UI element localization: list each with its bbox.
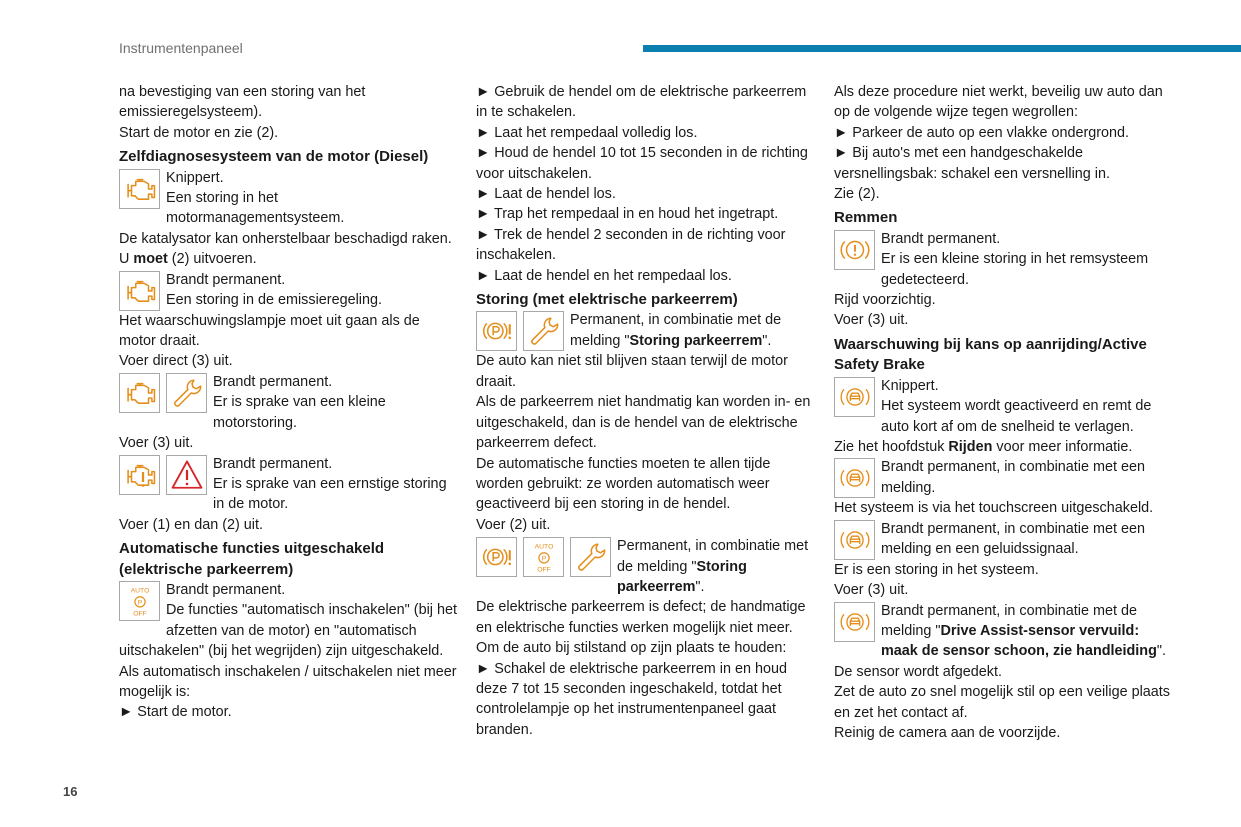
- step: ► Parkeer de auto op een vlakke ondergrond.: [834, 124, 1130, 141]
- status-text: Brandt permanent.: [166, 581, 286, 598]
- parking-brake-icon: [476, 537, 517, 577]
- status-text: Knippert.: [166, 169, 224, 186]
- paragraph: Er is een storing in het systeem.: [834, 561, 1039, 578]
- description: Permanent, in combinatie met de melding "Storing parkeerrem".: [617, 538, 809, 595]
- description: Brandt permanent, in combinatie met de melding "Drive Assist-sensor vervuild: maak de sensor schoon, zie handleiding".: [881, 602, 1166, 660]
- auto-off-icon: [119, 581, 160, 621]
- warning-block: [119, 270, 459, 311]
- paragraph: Start de motor en zie (2).: [119, 124, 279, 141]
- engine-warning-icon: [119, 455, 160, 495]
- collision-warning-icon: [834, 377, 875, 417]
- warning-block: [476, 536, 814, 597]
- description: Er is sprake van een ernstige storing in de motor.: [213, 475, 447, 513]
- status-text: Brandt permanent.: [166, 271, 286, 288]
- warning-block: [834, 376, 1172, 437]
- paragraph: De auto kan niet stil blijven staan terwijl de motor draait.: [476, 353, 788, 390]
- section-heading: Waarschuwing bij kans op aanrijding/Active Safety Brake: [834, 335, 1147, 374]
- paragraph: Als deze procedure niet werkt, beveilig uw auto dan op de volgende wijze tegen wegrollen:: [834, 84, 1163, 121]
- engine-icon: [119, 169, 160, 209]
- collision-warning-icon: [834, 520, 875, 560]
- warning-block: [119, 372, 459, 433]
- description: Het systeem wordt geactiveerd en remt de auto kort af om de snelheid te verlagen.: [881, 398, 1152, 435]
- page-number: 16: [63, 784, 78, 799]
- paragraph: Zie het hoofdstuk Rijden voor meer informatie.: [834, 438, 1133, 455]
- warning-block: [834, 601, 1172, 662]
- step: ► Laat het rempedaal volledig los.: [476, 124, 698, 141]
- description: Een storing in de emissieregeling.: [166, 292, 382, 309]
- paragraph: Voer (1) en dan (2) uit.: [119, 516, 263, 533]
- column-2: [476, 82, 814, 740]
- paragraph: Om de auto bij stilstand op zijn plaats te houden:: [476, 640, 787, 657]
- warning-block: [119, 454, 459, 515]
- paragraph: Rijd voorzichtig.: [834, 292, 936, 309]
- step: ► Trap het rempedaal in en houd het ingetrapt.: [476, 206, 779, 223]
- svg-text:P: P: [541, 555, 546, 563]
- section-heading: Remmen: [834, 209, 898, 227]
- collision-warning-icon: [834, 458, 875, 498]
- paragraph: Als automatisch inschakelen / uitschakelen niet meer mogelijk is:: [119, 663, 457, 700]
- description: Permanent, in combinatie met de melding "Storing parkeerrem".: [570, 312, 782, 349]
- status-text: Brandt permanent.: [213, 373, 333, 390]
- status-text: Brandt permanent.: [881, 230, 1001, 247]
- engine-icon: [119, 271, 160, 311]
- warning-block: [834, 457, 1172, 498]
- paragraph: Voer (3) uit.: [834, 312, 909, 329]
- description: Er is sprake van een kleine motorstoring.: [213, 394, 386, 431]
- warning-block: [476, 310, 814, 351]
- section-heading: Storing (met elektrische parkeerrem): [476, 291, 738, 309]
- section-heading: Automatische functies uitgeschakeld (elektrische parkeerrem): [119, 540, 385, 578]
- description: Brandt permanent, in combinatie met een melding.: [881, 459, 1145, 496]
- paragraph: Het systeem is via het touchscreen uitgeschakeld.: [834, 500, 1154, 517]
- collision-warning-icon: [834, 602, 875, 642]
- paragraph: Het waarschuwingslampje moet uit gaan als de motor draait.: [119, 312, 420, 350]
- status-text: Brandt permanent.: [213, 455, 333, 472]
- step: ► Bij auto's met een handgeschakelde versnellingsbak: schakel een versnelling in.: [834, 145, 1110, 182]
- svg-text:OFF: OFF: [132, 610, 147, 618]
- paragraph: Voer direct (3) uit.: [119, 353, 233, 370]
- paragraph: Reinig de camera aan de voorzijde.: [834, 724, 1061, 741]
- svg-text:OFF: OFF: [536, 566, 551, 574]
- svg-text:AUTO: AUTO: [130, 587, 149, 595]
- paragraph: Voer (2) uit.: [476, 516, 551, 533]
- engine-icon: [119, 373, 160, 413]
- paragraph: De sensor wordt afgedekt.: [834, 663, 1002, 680]
- step: ► Start de motor.: [119, 704, 232, 721]
- svg-text:P: P: [137, 599, 142, 607]
- column-1: [119, 82, 459, 723]
- paragraph: De automatische functies moeten te allen tijde worden gebruikt: ze worden automatisch weer geactiveerd bij een storing in de hendel.: [476, 455, 771, 513]
- description: De functies "automatisch inschakelen" (bij het afzetten van de motor) en "automatisch uitschakelen" (bij het wegrijden) zijn uitgeschakeld.: [119, 602, 457, 660]
- paragraph: De katalysator kan onherstelbaar beschadigd raken.: [119, 230, 452, 247]
- wrench-icon: [570, 537, 611, 577]
- auto-off-icon: [523, 537, 564, 577]
- wrench-icon: [523, 311, 564, 351]
- step: ► Schakel de elektrische parkeerrem in en houd deze 7 tot 15 seconden ingeschakeld, totdat het controlelampje op het instrumentenpaneel gaat branden.: [476, 660, 788, 738]
- column-3: [834, 82, 1172, 743]
- warning-triangle-icon: [166, 455, 207, 495]
- paragraph: na bevestiging van een storing van het emissieregelsysteem).: [119, 84, 366, 121]
- paragraph: Als de parkeerrem niet handmatig kan worden in- en uitgeschakeld, dan is de hendel van de elektrische parkeerrem defect.: [476, 394, 811, 452]
- description: Er is een kleine storing in het remsysteem gedetecteerd.: [881, 251, 1149, 288]
- parking-brake-icon: [476, 311, 517, 351]
- step: ► Houd de hendel 10 tot 15 seconden in de richting voor uitschakelen.: [476, 145, 808, 182]
- paragraph: Voer (3) uit.: [119, 435, 194, 452]
- paragraph: De elektrische parkeerrem is defect; de handmatige en elektrische functies werken mogelijk niet meer.: [476, 599, 806, 636]
- step: ► Laat de hendel en het rempedaal los.: [476, 267, 732, 284]
- svg-text:AUTO: AUTO: [534, 543, 553, 551]
- paragraph: Zet de auto zo snel mogelijk stil op een veilige plaats en zet het contact af.: [834, 684, 1170, 721]
- warning-block: [834, 229, 1172, 290]
- paragraph: Voer (3) uit.: [834, 582, 909, 599]
- warning-block: [834, 519, 1172, 560]
- description: Brandt permanent, in combinatie met een melding en een geluidssignaal.: [881, 520, 1145, 558]
- header-title: Instrumentenpaneel: [119, 40, 243, 56]
- step: ► Laat de hendel los.: [476, 186, 616, 203]
- step: ► Trek de hendel 2 seconden in de richting voor inschakelen.: [476, 226, 786, 264]
- warning-block: [119, 580, 459, 662]
- section-heading: Zelfdiagnosesysteem van de motor (Diesel): [119, 148, 429, 166]
- step: ► Gebruik de hendel om de elektrische parkeerrem in te schakelen.: [476, 84, 807, 121]
- description: Een storing in het motormanagementsysteem.: [166, 190, 345, 227]
- paragraph: U moet (2) uitvoeren.: [119, 251, 257, 268]
- brake-warning-icon: [834, 230, 875, 270]
- header-accent-bar: [643, 45, 1241, 52]
- paragraph: Zie (2).: [834, 186, 880, 203]
- wrench-icon: [166, 373, 207, 413]
- status-text: Knippert.: [881, 377, 939, 394]
- warning-block: [119, 168, 459, 229]
